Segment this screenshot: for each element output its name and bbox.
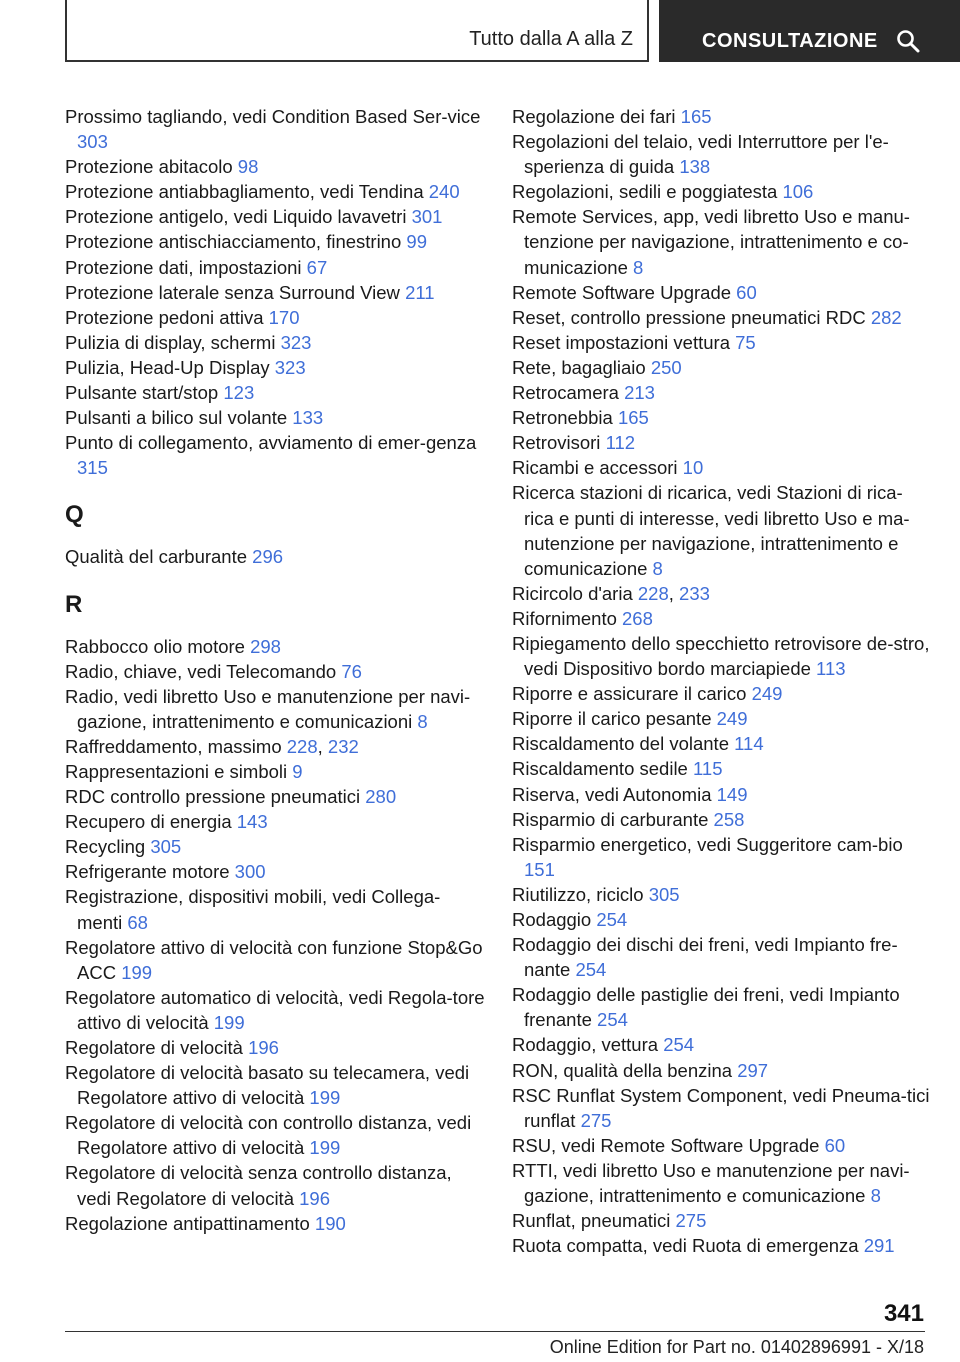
index-entry-text: Risparmio energetico, vedi Suggeritore cam-bio — [512, 833, 903, 855]
index-entry-text: Rete, bagagliaio — [512, 356, 651, 378]
index-entry — [512, 480, 932, 580]
page-reference-link[interactable]: 275 — [580, 1109, 612, 1131]
index-entry — [512, 782, 932, 807]
page-reference-link[interactable]: 305 — [150, 836, 182, 858]
index-entry-text: Protezione laterale senza Surround View — [65, 281, 406, 303]
index-letter-heading: R — [65, 590, 83, 618]
page-reference-link[interactable]: 8 — [417, 710, 428, 732]
index-entry-text: Regolatore automatico di velocità, vedi Regola-tore attivo di velocità — [65, 986, 485, 1033]
page-reference-link[interactable]: 67 — [306, 256, 328, 278]
page-reference-link[interactable]: 9 — [292, 760, 303, 782]
index-entry — [65, 659, 485, 684]
page-reference-link[interactable]: 249 — [751, 683, 783, 705]
index-entry — [512, 1233, 932, 1258]
index-entry-text: Remote Software Upgrade — [512, 281, 737, 303]
index-entry-text: Registrazione, dispositivi mobili, vedi Collega-menti — [65, 886, 441, 933]
section-title: Tutto dalla A alla Z — [469, 28, 633, 50]
index-entry-text: Protezione antigelo, vedi Liquido lavavetri — [65, 206, 412, 228]
page-reference-link[interactable]: 199 — [213, 1011, 245, 1033]
page-reference-link[interactable]: 60 — [824, 1134, 846, 1156]
index-entry — [65, 935, 485, 985]
index-entry — [512, 706, 932, 731]
page-reference-link[interactable]: 254 — [663, 1034, 695, 1056]
page-reference-link[interactable]: 149 — [716, 783, 748, 805]
page-reference-link[interactable]: 300 — [234, 861, 266, 883]
index-entry-text: Recycling — [65, 836, 151, 858]
index-entry — [512, 405, 932, 430]
page-reference-link[interactable]: 165 — [680, 106, 712, 127]
page-reference-link[interactable]: 249 — [716, 708, 748, 730]
page-reference-link[interactable]: 228 — [286, 735, 318, 757]
index-entry — [512, 380, 932, 405]
index-entry — [512, 631, 932, 681]
index-entry — [65, 859, 485, 884]
index-entry-text: Riscaldamento sedile — [512, 758, 693, 780]
index-entry — [512, 832, 932, 882]
index-entry — [512, 1083, 932, 1133]
index-entry — [512, 681, 932, 706]
page-reference-link[interactable]: 199 — [309, 1087, 341, 1109]
index-column-left — [65, 104, 485, 1236]
page-reference-link[interactable]: 143 — [236, 811, 268, 833]
index-entry-text: Riutilizzo, riciclo — [512, 883, 649, 905]
index-entry — [65, 809, 485, 834]
page-reference-link[interactable]: 99 — [406, 231, 427, 253]
index-entry — [512, 606, 932, 631]
index-entry-text: Protezione dati, impostazioni — [65, 256, 307, 278]
index-entry-text: Rodaggio, vettura — [512, 1034, 664, 1056]
page-reference-link[interactable]: 232 — [327, 735, 359, 757]
index-letter-heading: Q — [65, 501, 84, 529]
index-entry — [65, 179, 485, 204]
page-reference-link[interactable]: 305 — [648, 883, 680, 905]
index-entry-text: RON, qualità della benzina — [512, 1059, 738, 1081]
page-reference-link[interactable]: 8 — [870, 1185, 881, 1207]
index-entry — [512, 807, 932, 832]
page-reference-link[interactable]: 298 — [250, 635, 281, 657]
index-entry — [65, 330, 485, 355]
index-entry-text: Runflat, pneumatici — [512, 1210, 676, 1232]
index-entry-text: Prossimo tagliando, vedi Condition Based Ser-vice — [65, 106, 481, 127]
index-entry — [512, 280, 932, 305]
index-entry — [65, 305, 485, 330]
index-entry-text: Rodaggio — [512, 909, 597, 930]
page-reference-link[interactable]: 133 — [292, 407, 324, 429]
index-entry — [512, 305, 932, 330]
index-entry-text: Rifornimento — [512, 607, 623, 629]
index-entry — [65, 229, 485, 254]
page-reference-link[interactable]: 75 — [735, 331, 756, 353]
consultazione-tab[interactable] — [659, 0, 960, 62]
page-reference-link[interactable]: 170 — [268, 306, 300, 328]
page-reference-link[interactable]: 323 — [280, 331, 312, 353]
index-entry-text: Refrigerante motore — [65, 861, 235, 883]
index-entry — [65, 280, 485, 305]
index-entry-text: Rappresentazioni e simboli — [65, 760, 293, 782]
index-entry-text: Retronebbia — [512, 407, 618, 429]
index-entry — [65, 784, 485, 809]
index-entry-text: Raffreddamento, massimo — [65, 735, 287, 757]
header-section-box — [65, 0, 649, 62]
index-entry — [512, 1133, 932, 1158]
index-entry-text: Riporre il carico pesante — [512, 708, 717, 730]
index-entry-text: Reset, controllo pressione pneumatici RDC — [512, 306, 871, 328]
index-entry — [65, 759, 485, 784]
index-entry — [512, 1158, 932, 1208]
index-entry — [65, 104, 485, 154]
index-entry — [512, 756, 932, 781]
index-entry-text: Regolazioni, sedili e poggiatesta — [512, 181, 783, 203]
page-reference-link[interactable]: 8 — [633, 256, 644, 278]
page-reference-link[interactable]: 196 — [299, 1187, 331, 1209]
index-entry: Raffreddamento, massimo 228, 232 — [65, 735, 359, 757]
page-reference-link[interactable]: 190 — [314, 1212, 346, 1234]
index-entry — [65, 634, 485, 659]
index-entry — [65, 1211, 485, 1236]
page-reference-link[interactable]: 301 — [411, 206, 443, 228]
index-entry — [65, 405, 485, 430]
page-number: 341 — [883, 1300, 924, 1327]
index-entry — [65, 884, 485, 934]
index-entry-text: RDC controllo pressione pneumatici — [65, 786, 366, 808]
page-reference-link[interactable]: 240 — [428, 181, 460, 203]
page-reference-link[interactable]: 211 — [405, 281, 435, 303]
page-reference-link[interactable]: 275 — [675, 1210, 707, 1232]
page-reference-link[interactable]: 291 — [863, 1235, 895, 1257]
page-reference-link[interactable]: 68 — [127, 911, 148, 933]
index-entry — [512, 882, 932, 907]
edition-footer: Online Edition for Part no. 01402896991 - X/18 — [549, 1337, 924, 1357]
index-entry-text: Regolazione dei fari — [512, 106, 681, 127]
index-entry — [512, 104, 932, 129]
page-reference-link[interactable]: 114 — [734, 733, 764, 755]
page-reference-link[interactable]: 250 — [650, 356, 682, 378]
index-entry-text: RSC Runflat System Component, vedi Pneuma-tici runflat — [512, 1084, 930, 1131]
index-entry — [65, 154, 485, 179]
index-entry-text: Rabbocco olio motore — [65, 635, 251, 657]
index-entry-text: Regolazione antipattinamento — [65, 1212, 315, 1234]
page-reference-link[interactable]: 199 — [309, 1137, 341, 1159]
page-reference-link[interactable]: 151 — [524, 858, 555, 880]
page-reference-link[interactable]: 254 — [597, 1009, 628, 1031]
page-reference-link[interactable]: 280 — [365, 786, 397, 808]
index-entry — [512, 932, 932, 982]
index-entry-text: Punto di collegamento, avviamento di emer-genza — [65, 432, 477, 454]
page-reference-link[interactable]: 228 — [637, 582, 669, 604]
index-entry-text: Riscaldamento del volante — [512, 733, 735, 755]
page-reference-link[interactable]: 138 — [679, 156, 711, 178]
index-entry — [65, 834, 485, 859]
index-entry — [65, 1060, 485, 1110]
page-reference-link[interactable]: 123 — [223, 382, 255, 404]
page-reference-link[interactable]: 76 — [341, 660, 362, 682]
index-entry-text: Protezione pedoni attiva — [65, 306, 269, 328]
index-entry — [65, 380, 485, 405]
index-entry: Ricircolo d'aria 228, 233 — [512, 582, 710, 604]
index-entry-text: Radio, vedi libretto Uso e manutenzione per navi-gazione, intrattenimento e comunicazioni — [65, 685, 471, 732]
index-entry — [65, 204, 485, 229]
index-entry-text: Recupero di energia — [65, 811, 237, 833]
index-entry-text: Ricambi e accessori — [512, 457, 683, 479]
index-entry-text: Pulsante start/stop — [65, 382, 224, 404]
index-entry-text: Regolatore attivo di velocità con funzione Stop&Go ACC — [65, 936, 483, 983]
index-entry — [512, 355, 932, 380]
index-entry — [512, 1058, 932, 1083]
footer-divider — [65, 1331, 925, 1332]
page-reference-link[interactable]: 199 — [121, 961, 153, 983]
index-entry — [65, 255, 485, 280]
page-reference-link[interactable]: 8 — [652, 557, 663, 579]
index-entry-text: Ricircolo d'aria — [512, 582, 638, 604]
index-entry-text: Radio, chiave, vedi Telecomando — [65, 660, 342, 682]
index-entry-text: Riserva, vedi Autonomia — [512, 783, 717, 805]
index-entry — [512, 982, 932, 1032]
page-reference-link[interactable]: 60 — [736, 281, 757, 303]
index-entry-text: Ruota compatta, vedi Ruota di emergenza — [512, 1235, 864, 1257]
index-entry — [512, 179, 932, 204]
index-entry-text: Remote Services, app, vedi libretto Uso e manu-tenzione per navigazione, intrattenimento e co-municazione — [512, 206, 910, 278]
index-entry-text: Regolatore di velocità senza controllo distanza, vedi Regolatore di velocità — [65, 1162, 452, 1209]
index-entry — [512, 731, 932, 756]
index-entry-text: Retrocamera — [512, 382, 625, 404]
index-entry-text: Retrovisori — [512, 432, 606, 454]
index-entry — [65, 684, 485, 734]
index-entry — [65, 1160, 485, 1210]
consultazione-label: CONSULTAZIONE — [702, 30, 878, 52]
index-entry — [512, 204, 932, 279]
index-entry — [512, 455, 932, 480]
index-entry — [65, 430, 485, 480]
index-entry — [65, 1035, 485, 1060]
index-entry-text: Regolatore di velocità — [65, 1037, 249, 1058]
index-entry-text: Rodaggio dei dischi dei freni, vedi Impianto fre-nante — [512, 934, 898, 981]
page-reference-link[interactable]: 10 — [682, 457, 704, 479]
page-reference-link[interactable]: 165 — [617, 407, 649, 429]
index-entry-text: Risparmio di carburante — [512, 808, 714, 830]
index-entry-text: Pulizia, Head-Up Display — [65, 356, 275, 378]
index-entry — [512, 430, 932, 455]
index-entry — [512, 1032, 932, 1057]
page-reference-link[interactable]: 303 — [77, 131, 108, 153]
page-reference-link[interactable]: 196 — [248, 1037, 279, 1058]
index-entry — [65, 544, 485, 569]
page-reference-link[interactable]: 282 — [870, 306, 902, 328]
index-entry — [65, 1110, 485, 1160]
page-reference-link[interactable]: 213 — [624, 382, 655, 404]
page-reference-link[interactable]: 254 — [575, 959, 607, 981]
page-reference-link[interactable]: 297 — [737, 1059, 769, 1081]
index-entry-text: Regolatore di velocità con controllo distanza, vedi Regolatore attivo di velocità — [65, 1112, 472, 1159]
index-entry-text: Ricerca stazioni di ricarica, vedi Stazioni di rica-rica e punti di interesse, vedi libretto Uso e ma-nutenzione per navigazione, intrattenimento e comunicazione — [512, 482, 910, 579]
page-reference-link[interactable]: 323 — [274, 356, 306, 378]
index-entry-text: Regolatore di velocità basato su telecamera, vedi Regolatore attivo di velocità — [65, 1062, 470, 1109]
index-entry-text: Protezione antiabbagliamento, vedi Tendina — [65, 181, 429, 203]
page-reference-link[interactable]: 315 — [77, 457, 108, 479]
index-entry-text: Protezione antischiacciamento, finestrino — [65, 231, 407, 253]
index-entry-text: RTTI, vedi libretto Uso e manutenzione per navi-gazione, intrattenimento e comunicazione — [512, 1159, 910, 1207]
index-entry-text: Rodaggio delle pastiglie dei freni, vedi Impianto frenante — [512, 984, 900, 1031]
index-column-right — [512, 104, 932, 1258]
index-entry-text: Riporre e assicurare il carico — [512, 683, 752, 705]
page-reference-link[interactable]: 113 — [816, 658, 846, 680]
index-entry — [512, 907, 932, 932]
page-reference-link[interactable]: 98 — [237, 156, 259, 178]
index-entry-text: Ripiegamento dello specchietto retrovisore de-stro, vedi Dispositivo bordo marciapiede — [512, 632, 930, 680]
page-reference-link[interactable]: 106 — [782, 181, 814, 203]
index-entry — [512, 129, 932, 179]
index-entry-text: Regolazioni del telaio, vedi Interruttore per l'e-sperienza di guida — [512, 131, 889, 178]
index-entry — [512, 330, 932, 355]
page-reference-link[interactable]: 258 — [713, 808, 745, 830]
page-reference-link[interactable]: 233 — [679, 582, 710, 604]
index-entry — [65, 985, 485, 1035]
index-entry — [512, 1208, 932, 1233]
index-entry-text: Pulizia di display, schermi — [65, 331, 281, 353]
page-reference-link[interactable]: 112 — [605, 432, 636, 454]
index-entry-text: Pulsanti a bilico sul volante — [65, 407, 293, 429]
page-reference-link[interactable]: 115 — [692, 758, 723, 780]
index-entry-text: Reset impostazioni vettura — [512, 331, 736, 353]
index-entry-text: Protezione abitacolo — [65, 156, 238, 178]
page-reference-link[interactable]: 268 — [622, 607, 653, 629]
index-entry-text: Qualità del carburante — [65, 546, 253, 568]
index-entry — [65, 355, 485, 380]
index-entry-text: RSU, vedi Remote Software Upgrade — [512, 1134, 825, 1156]
page-reference-link[interactable]: 296 — [252, 546, 284, 568]
search-icon[interactable] — [895, 28, 921, 54]
page-reference-link[interactable]: 254 — [596, 909, 628, 930]
